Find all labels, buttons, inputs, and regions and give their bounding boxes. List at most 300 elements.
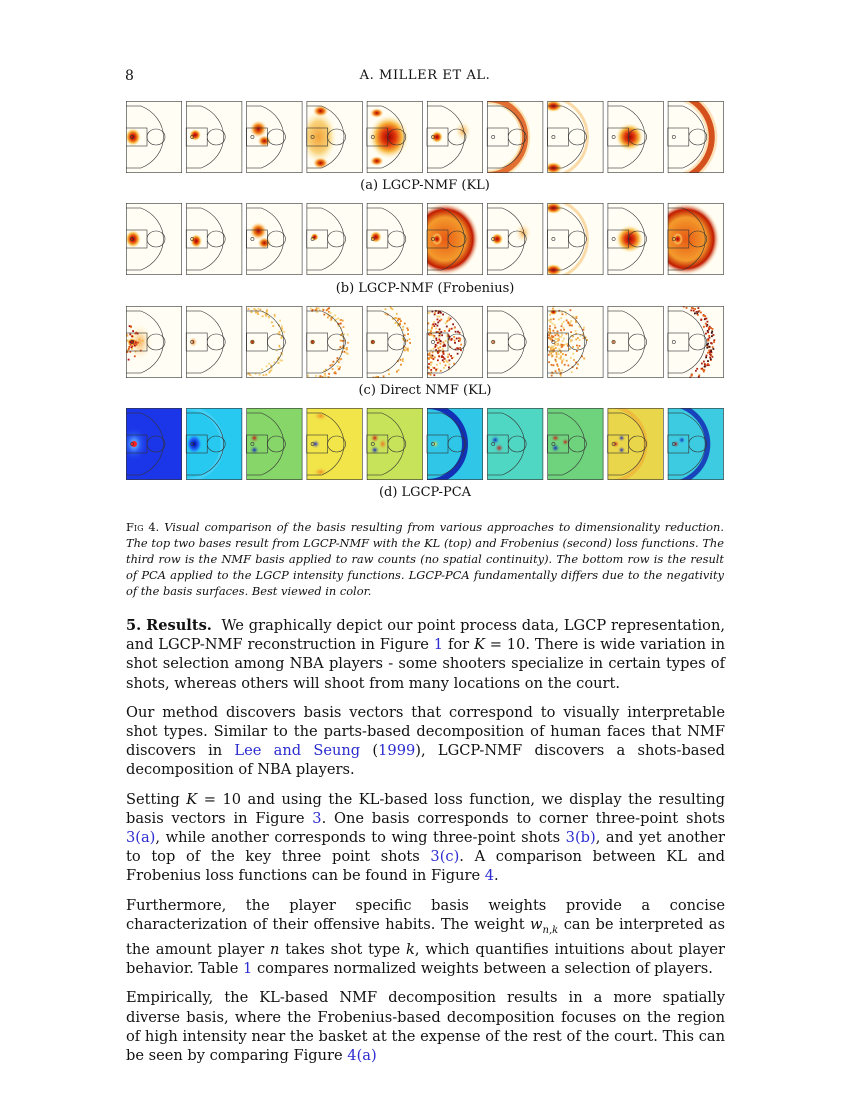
speckle-point	[443, 361, 445, 363]
speckle-point	[456, 347, 458, 349]
speckle-point	[439, 329, 441, 331]
speckle-point	[709, 337, 711, 339]
speckle-point	[274, 361, 276, 363]
speckle-point	[553, 330, 555, 332]
speckle-point	[438, 347, 440, 349]
intensity-blob	[491, 233, 503, 245]
text-span: Empirically, the KL-based NMF decomposition results in a more spatially diverse basis, where the Frobenius-based decomposition focuses on the region of high intensity near the basket at the expense of the rest of the court. This can be seen by comparing Figure	[126, 989, 725, 1064]
speckle-point	[431, 327, 433, 329]
speckle-point	[560, 358, 562, 360]
speckle-point	[700, 312, 702, 314]
basis-panel	[367, 306, 423, 378]
figure-row-a	[126, 101, 724, 173]
speckle-point	[263, 374, 265, 376]
intensity-blob	[431, 131, 443, 143]
intensity-blob	[370, 108, 384, 118]
speckle-point	[443, 358, 445, 360]
basis-panel	[487, 101, 543, 173]
speckle-point	[434, 346, 436, 348]
text-span: takes shot type	[279, 940, 407, 958]
speckle-point	[442, 345, 444, 347]
speckle-point	[249, 374, 251, 376]
speckle-point	[447, 354, 449, 356]
speckle-point	[693, 310, 695, 312]
speckle-point	[128, 359, 130, 361]
speckle-point	[330, 319, 332, 321]
intensity-blob	[673, 233, 683, 245]
speckle-point	[451, 357, 453, 359]
speckle-point	[577, 364, 579, 366]
speckle-point	[432, 323, 434, 325]
basis-panel	[186, 306, 242, 378]
speckle-point	[439, 320, 441, 322]
speckle-point	[555, 334, 557, 336]
speckle-point	[706, 355, 708, 357]
page-number: 8	[125, 68, 134, 84]
speckle-point	[427, 357, 429, 359]
speckle-point	[553, 364, 555, 366]
speckle-point	[128, 348, 130, 350]
speckle-point	[337, 357, 339, 359]
speckle-point	[453, 336, 455, 338]
speckle-point	[409, 342, 411, 344]
speckle-point	[563, 321, 565, 323]
speckle-point	[556, 343, 558, 345]
speckle-point	[337, 318, 339, 320]
speckle-point	[560, 375, 562, 377]
speckle-point	[130, 326, 132, 328]
subfigure-caption-c: (c) Direct NMF (KL)	[358, 383, 492, 398]
speckle-point	[392, 308, 394, 310]
speckle-point	[577, 347, 579, 349]
speckle-point	[572, 335, 574, 337]
speckle-point	[548, 361, 550, 363]
speckle-point	[706, 347, 708, 349]
running-head-authors: A. MILLER ET AL.	[359, 68, 491, 83]
speckle-point	[438, 336, 440, 338]
speckle-point	[397, 320, 399, 322]
math-variable: k	[406, 940, 415, 958]
speckle-point	[709, 346, 711, 348]
speckle-point	[404, 334, 406, 336]
speckle-point	[713, 339, 715, 341]
speckle-point	[434, 357, 436, 359]
speckle-point	[398, 369, 400, 371]
basis-panel	[246, 203, 302, 275]
speckle-point	[274, 316, 276, 318]
intensity-blob	[611, 339, 617, 345]
table-ref-link[interactable]: 1	[243, 960, 253, 978]
speckle-point	[325, 369, 327, 371]
speckle-point	[402, 326, 404, 328]
speckle-point	[550, 321, 552, 323]
speckle-point	[316, 307, 318, 309]
speckle-point	[459, 340, 461, 342]
running-head	[125, 68, 725, 86]
panel-background	[547, 101, 603, 173]
basis-panel	[367, 408, 423, 480]
heatmap-strip-d	[126, 408, 724, 480]
figure-ref-link[interactable]: 1	[433, 636, 444, 654]
speckle-point	[576, 350, 578, 352]
speckle-point	[561, 323, 563, 325]
speckle-point	[323, 314, 325, 316]
subfigure-ref-link[interactable]: 3(b)	[565, 829, 596, 847]
basis-panel	[186, 408, 242, 480]
speckle-point	[407, 350, 409, 352]
figure-row-b	[126, 203, 724, 275]
speckle-point	[260, 309, 262, 311]
speckle-point	[707, 352, 709, 354]
speckle-point	[338, 368, 340, 370]
speckle-point	[561, 362, 563, 364]
text-span: compares normalized weights between a selection of players.	[252, 960, 713, 978]
speckle-point	[138, 339, 140, 341]
speckle-point	[439, 363, 441, 365]
speckle-point	[449, 360, 451, 362]
citation-author-link[interactable]: Lee and Seung	[234, 742, 361, 760]
speckle-point	[576, 367, 578, 369]
speckle-point	[432, 355, 434, 357]
subfigure-caption-a: (a) LGCP-NMF (KL)	[360, 178, 490, 193]
speckle-point	[433, 374, 435, 376]
speckle-point	[431, 334, 433, 336]
panel-background	[246, 408, 302, 480]
speckle-point	[320, 375, 322, 377]
speckle-point	[434, 312, 436, 314]
math-subscript: n,k	[542, 924, 559, 936]
speckle-point	[142, 340, 144, 342]
speckle-point	[407, 333, 409, 335]
speckle-point	[435, 328, 437, 330]
speckle-point	[407, 329, 409, 331]
subfigure-caption-d: (d) LGCP-PCA	[378, 485, 472, 500]
speckle-point	[695, 370, 697, 372]
speckle-point	[551, 364, 553, 366]
math-variable: K	[473, 636, 485, 654]
intensity-blob	[494, 443, 504, 453]
speckle-point	[453, 363, 455, 365]
basis-panel	[487, 408, 543, 480]
speckle-point	[703, 361, 705, 363]
intensity-blob	[313, 157, 329, 169]
speckle-point	[437, 319, 439, 321]
speckle-point	[712, 356, 714, 358]
speckle-point	[283, 331, 285, 333]
speckle-point	[560, 355, 562, 357]
speckle-point	[560, 352, 562, 354]
speckle-point	[563, 359, 565, 361]
math-variable: w	[530, 915, 543, 933]
text-span: for	[443, 636, 474, 654]
speckle-point	[334, 315, 336, 317]
subfigure-ref-link[interactable]: 4(a)	[347, 1046, 377, 1064]
subfigure-ref-link[interactable]: 3(c)	[430, 848, 460, 866]
basis-panel	[608, 203, 664, 275]
speckle-point	[279, 331, 281, 333]
speckle-point	[562, 353, 564, 355]
heatmap-strip-a	[126, 101, 724, 173]
speckle-point	[713, 348, 715, 350]
speckle-point	[565, 314, 567, 316]
speckle-point	[710, 350, 712, 352]
figure-row-d	[126, 408, 724, 480]
speckle-point	[428, 363, 430, 365]
speckle-point	[713, 334, 715, 336]
speckle-point	[448, 330, 450, 332]
speckle-point	[268, 363, 270, 365]
speckle-point	[445, 365, 447, 367]
speckle-point	[279, 320, 281, 322]
math-variable: n	[270, 940, 280, 958]
math-variable: K	[186, 790, 198, 808]
speckle-point	[437, 342, 439, 344]
speckle-point	[337, 366, 339, 368]
speckle-point	[274, 314, 276, 316]
speckle-point	[554, 324, 556, 326]
speckle-point	[428, 353, 430, 355]
speckle-point	[455, 331, 457, 333]
intensity-blob	[616, 123, 644, 151]
speckle-point	[405, 347, 407, 349]
speckle-point	[548, 335, 550, 337]
speckle-point	[399, 323, 401, 325]
speckle-point	[570, 341, 572, 343]
speckle-point	[340, 346, 342, 348]
text-span: Furthermore, the player specific basis weights provide a concise characterization of their offensive habits. The weight	[126, 896, 725, 933]
speckle-point	[708, 335, 710, 337]
speckle-point	[707, 363, 709, 365]
speckle-point	[456, 338, 458, 340]
speckle-point	[562, 313, 564, 315]
speckle-point	[437, 359, 439, 361]
basis-panel	[126, 306, 182, 378]
speckle-point	[281, 337, 283, 339]
citation-year-link[interactable]: 1999	[378, 742, 416, 760]
speckle-point	[572, 346, 574, 348]
speckle-point	[457, 331, 459, 333]
speckle-point	[705, 323, 707, 325]
basis-panel	[186, 101, 242, 173]
text-span: Setting	[126, 790, 187, 808]
speckle-point	[555, 370, 557, 372]
speckle-point	[447, 320, 449, 322]
heatmap-strip-c	[126, 306, 724, 378]
text-span: (	[360, 742, 379, 760]
speckle-point	[450, 339, 452, 341]
speckle-point	[559, 370, 561, 372]
speckle-point	[340, 319, 342, 321]
speckle-point	[568, 365, 570, 367]
speckle-point	[552, 336, 554, 338]
speckle-point	[428, 329, 430, 331]
speckle-point	[570, 309, 572, 311]
text-span: = 10 and using the KL-based loss function, we display the resulting basis vectors in Figure	[126, 790, 725, 827]
speckle-point	[553, 318, 555, 320]
speckle-point	[402, 360, 404, 362]
speckle-point	[583, 358, 585, 360]
figure-ref-link[interactable]: 4	[484, 867, 495, 885]
speckle-point	[333, 361, 335, 363]
speckle-point	[443, 342, 445, 344]
speckle-point	[551, 346, 553, 348]
speckle-point	[342, 340, 344, 342]
speckle-point	[280, 359, 282, 361]
speckle-point	[569, 348, 571, 350]
text-span: ), LGCP-NMF discovers a shots-based decomposition of NBA players.	[126, 742, 725, 779]
speckle-point	[565, 343, 567, 345]
intensity-blob	[301, 111, 337, 163]
speckle-point	[697, 314, 699, 316]
speckle-point	[332, 364, 334, 366]
speckle-point	[692, 308, 694, 310]
intensity-blob	[370, 231, 382, 243]
speckle-point	[268, 372, 270, 374]
subfigure-ref-link[interactable]: 3(a)	[126, 829, 156, 847]
intensity-blob	[490, 339, 496, 345]
speckle-point	[708, 350, 710, 352]
speckle-point	[459, 338, 461, 340]
paragraph-3	[126, 790, 725, 886]
section-results	[126, 616, 725, 1075]
speckle-point	[347, 342, 349, 344]
speckle-point	[261, 369, 263, 371]
speckle-point	[548, 320, 550, 322]
speckle-point	[128, 346, 130, 348]
basis-panel	[126, 203, 182, 275]
speckle-point	[134, 355, 136, 357]
figure-label: Fig 4.	[126, 520, 160, 534]
speckle-point	[707, 331, 709, 333]
intensity-blob	[313, 105, 329, 117]
speckle-point	[572, 353, 574, 355]
speckle-point	[447, 318, 449, 320]
speckle-point	[396, 313, 398, 315]
speckle-point	[709, 353, 711, 355]
speckle-point	[441, 334, 443, 336]
speckle-point	[433, 321, 435, 323]
speckle-point	[265, 314, 267, 316]
speckle-point	[442, 314, 444, 316]
speckle-point	[396, 371, 398, 373]
speckle-point	[437, 325, 439, 327]
basis-panel	[427, 101, 483, 173]
speckle-point	[457, 353, 459, 355]
speckle-point	[433, 348, 435, 350]
figure-ref-link[interactable]: 3	[312, 809, 322, 827]
basis-panel	[547, 408, 603, 480]
speckle-point	[579, 339, 581, 341]
speckle-point	[444, 344, 446, 346]
intensity-blob	[369, 115, 409, 159]
intensity-blob	[257, 237, 271, 249]
speckle-point	[404, 349, 406, 351]
speckle-point	[570, 320, 572, 322]
subfigure-caption-b: (b) LGCP-NMF (Frobenius)	[335, 281, 515, 296]
paragraph-2	[126, 703, 725, 780]
speckle-point	[700, 319, 702, 321]
speckle-point	[571, 371, 573, 373]
speckle-point	[441, 356, 443, 358]
speckle-point	[400, 359, 402, 361]
speckle-point	[576, 316, 578, 318]
basis-panel	[668, 101, 724, 173]
speckle-point	[561, 360, 563, 362]
speckle-point	[446, 326, 448, 328]
text-span: , which quantifies intuitions about player behavior. Table	[126, 940, 726, 978]
speckle-point	[130, 344, 132, 346]
speckle-point	[307, 375, 309, 377]
speckle-point	[561, 334, 563, 336]
speckle-point	[453, 327, 455, 329]
speckle-point	[556, 354, 558, 356]
speckle-point	[454, 340, 456, 342]
speckle-point	[327, 317, 329, 319]
speckle-point	[395, 322, 397, 324]
speckle-point	[554, 327, 556, 329]
speckle-point	[435, 369, 437, 371]
speckle-point	[278, 345, 280, 347]
speckle-point	[549, 337, 551, 339]
speckle-point	[430, 364, 432, 366]
speckle-point	[448, 367, 450, 369]
intensity-blob	[190, 234, 202, 248]
speckle-point	[262, 315, 264, 317]
heatmap-strip-b	[126, 203, 724, 275]
intensity-blob	[249, 445, 259, 455]
speckle-point	[548, 354, 550, 356]
speckle-point	[704, 366, 706, 368]
basis-panel	[608, 306, 664, 378]
speckle-point	[558, 319, 560, 321]
speckle-point	[566, 333, 568, 335]
speckle-point	[701, 363, 703, 365]
basis-panel	[427, 408, 483, 480]
figure-row-c	[126, 306, 724, 378]
text-span: can be interpreted as the amount player	[126, 915, 725, 958]
speckle-point	[563, 329, 565, 331]
speckle-point	[437, 322, 439, 324]
speckle-point	[694, 308, 696, 310]
basis-panel	[487, 306, 543, 378]
speckle-point	[570, 331, 572, 333]
speckle-point	[550, 347, 552, 349]
speckle-point	[702, 369, 704, 371]
speckle-point	[444, 330, 446, 332]
speckle-point	[137, 342, 139, 344]
speckle-point	[310, 308, 312, 310]
speckle-point	[704, 315, 706, 317]
speckle-point	[705, 357, 707, 359]
speckle-point	[394, 317, 396, 319]
section-title: Results.	[146, 617, 212, 634]
speckle-point	[554, 338, 556, 340]
speckle-point	[406, 340, 408, 342]
speckle-point	[555, 347, 557, 349]
speckle-point	[316, 311, 318, 313]
speckle-point	[388, 373, 390, 375]
speckle-point	[439, 316, 441, 318]
speckle-point	[573, 359, 575, 361]
speckle-point	[430, 369, 432, 371]
speckle-point	[265, 374, 267, 376]
speckle-point	[432, 351, 434, 353]
speckle-point	[447, 361, 449, 363]
panel-background	[668, 306, 724, 378]
basis-panel	[126, 101, 182, 173]
basis-panel	[544, 203, 603, 275]
speckle-point	[429, 312, 431, 314]
